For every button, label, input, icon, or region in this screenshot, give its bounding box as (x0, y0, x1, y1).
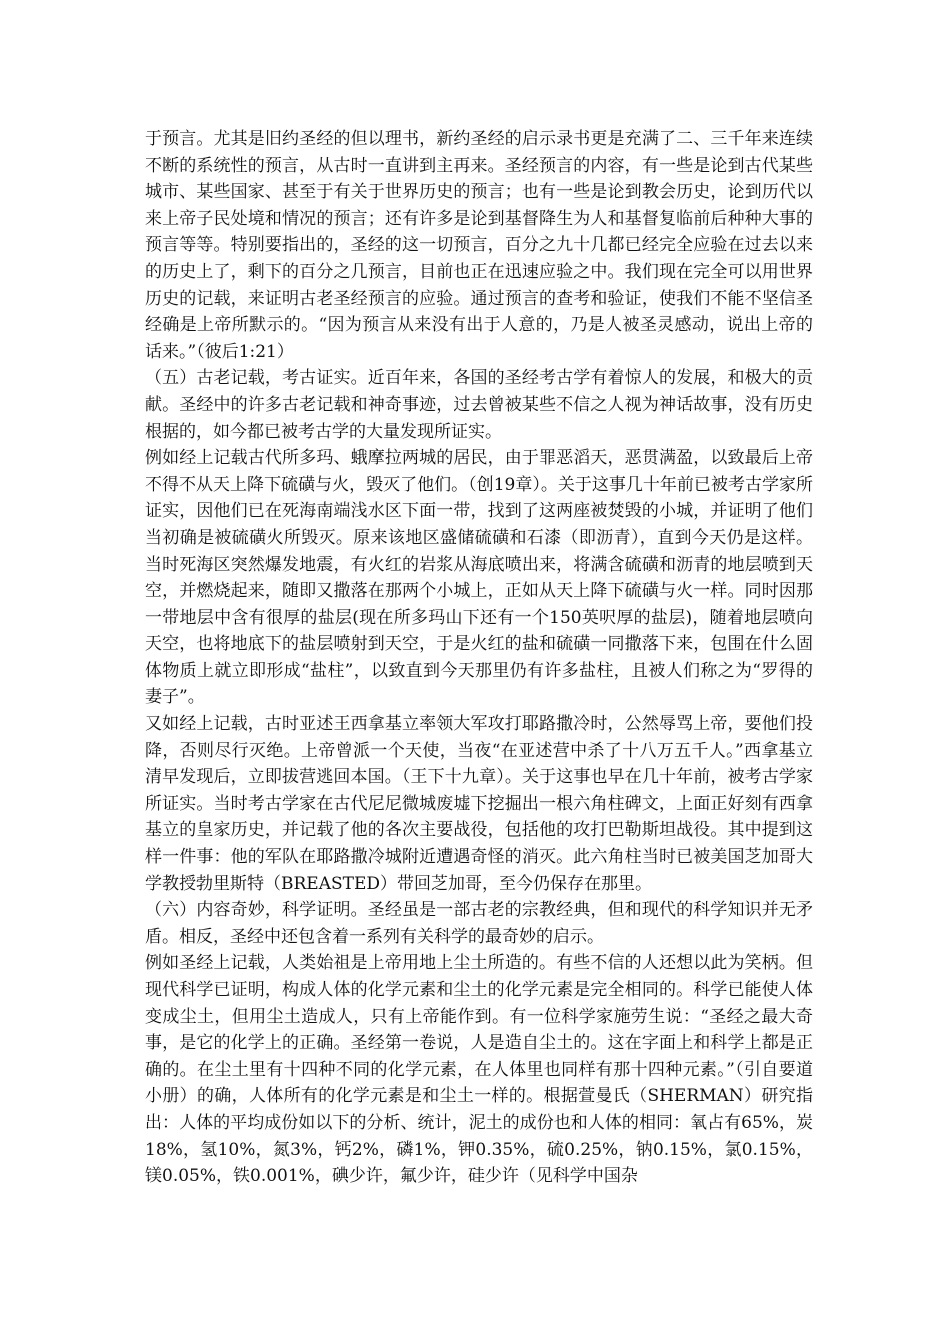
paragraph-sennacherib: 又如经上记载，古时亚述王西拿基立率领大军攻打耶路撒冷时，公然辱骂上帝，要他们投降，否则尽行灭绝。上帝曾派一个天使，当夜“在亚述营中杀了十八万五千人。”西拿基立清早发现后，立即拔营逃回本国。（王下十九章）。关于这事也早在几十年前，被考古学家所证实。当时考古学家在古代尼尼微城废墟下挖掘出一根六角柱碑文，上面正好刻有西拿基立的皇家历史，并记载了他的各次主要战役，包括他的攻打巴勒斯坦战役。其中提到这样一件事：他的军队在耶路撒冷城附近遭遇奇怪的消灭。此六角柱当时已被美国芝加哥大学教授勃里斯特（BREASTED）带回芝加哥，至今仍保存在那里。 (145, 714, 813, 894)
paragraph-prophecy: 于预言。尤其是旧约圣经的但以理书，新约圣经的启示录书更是充满了二、三千年来连续不断的系统性的预言，从古时一直讲到主再来。圣经预言的内容，有一些是论到古代某些城市、某些国家、甚至于有关于世界历史的预言；也有一些是论到教会历史，论到历代以来上帝子民处境和情况的预言；还有许多是论到基督降生为人和基督复临前后种种大事的预言等等。特别要指出的，圣经的这一切预言，百分之九十几都已经完全应验在过去以来的历史上了，剩下的百分之几预言，目前也正在迅速应验之中。我们现在完全可以用世界历史的记载，来证明古老圣经预言的应验。通过预言的查考和验证，使我们不能不坚信圣经确是上帝所默示的。“因为预言从来没有出于人意的，乃是人被圣灵感动，说出上帝的话来。”（彼后1:21） (145, 129, 813, 362)
paragraph-sodom-gomorrah: 例如经上记载古代所多玛、蛾摩拉两城的居民，由于罪恶滔天，恶贯满盈，以致最后上帝不得不从天上降下硫磺与火，毁灭了他们。（创19章）。关于这事几十年前已被考古学家所证实，因他们已在死海南端浅水区下面一带，找到了这两座被焚毁的小城，并证明了他们当初确是被硫磺火所毁灭。原来该地区盛储硫磺和石漆（即沥青），直到今天仍是这样。当时死海区突然爆发地震，有火红的岩浆从海底喷出来，将满含硫磺和沥青的地层喷到天空，并燃烧起来，随即又撒落在那两个小城上，正如从天上降下硫磺与火一样。同时因那一带地层中含有很厚的盐层(现在所多玛山下还有一个150英呎厚的盐层)，随着地层喷向天空，也将地底下的盐层喷射到天空，于是火红的盐和硫磺一同撒落下来，包围在什么固体物质上就立即形成“盐柱”，以致直到今天那里仍有许多盐柱，且被人们称之为“罗得的妻子”。 (145, 448, 813, 708)
paragraph-archaeology-heading: （五）古老记载，考古证实。近百年来，各国的圣经考古学有着惊人的发展，和极大的贡献。圣经中的许多古老记载和神奇事迹，过去曾被某些不信之人视为神话故事，没有历史根据的，如今都已被考古学的大量发现所证实。 (145, 368, 813, 442)
document-body (145, 126, 813, 1190)
paragraph-dust-elements: 例如圣经上记载，人类始祖是上帝用地上尘土所造的。有些不信的人还想以此为笑柄。但现代科学已证明，构成人体的化学元素和尘土的化学元素是完全相同的。科学已能使人体变成尘土，但用尘土造成人，只有上帝能作到。有一位科学家施劳生说：“圣经之最大奇事，是它的化学上的正确。圣经第一卷说，人是造自尘土的。这在字面上和科学上都是正确的。在尘土里有十四种不同的化学元素，在人体里也同样有那十四种元素。”（引自要道小册）的确，人体所有的化学元素是和尘土一样的。根据萱曼氏（SHERMAN）研究指出：人体的平均成份如以下的分析、统计，泥土的成份也和人体的相同：氧占有65%，炭18%，氢10%，氮3%，钙2%，磷1%，钾0.35%，硫0.25%，钠0.15%，氯0.15%，镁0.05%，铁0.001%，碘少许，氟少许，硅少许（见科学中国杂 (145, 953, 813, 1187)
paragraph-science-heading: （六）内容奇妙，科学证明。圣经虽是一部古老的宗教经典，但和现代的科学知识并无矛盾。相反，圣经中还包含着一系列有关科学的最奇妙的启示。 (145, 900, 813, 947)
